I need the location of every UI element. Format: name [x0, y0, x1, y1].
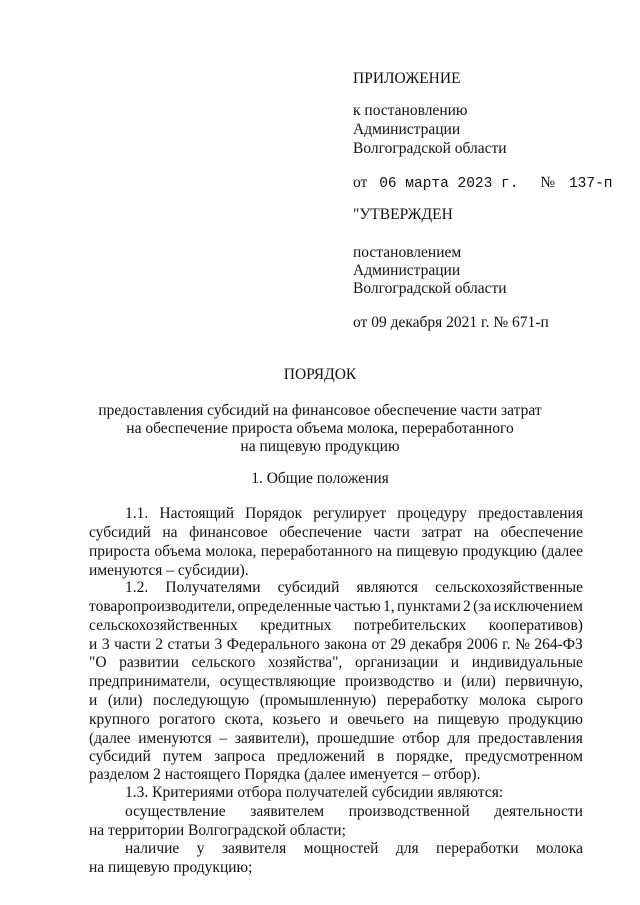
body-line: осуществление заявителем производственной деятельности — [125, 803, 583, 820]
body-line: товаропроизводители, определенные частью 1, пунктами 2 (за исключением — [89, 598, 583, 615]
body-line: "О развитии сельского хозяйства", организации и индивидуальные — [89, 654, 583, 671]
document-subtitle: на обеспечение прироста объема молока, переработанного — [126, 420, 514, 437]
number-value: 137-п — [568, 176, 613, 192]
body-line: 1.3. Критериями отбора получателей субсидии являются: — [125, 784, 504, 801]
body-line: прироста объема молока, переработанного на пищевую продукцию (далее — [89, 543, 583, 560]
approved-line: постановлением — [353, 244, 462, 261]
body-line: 1.1. Настоящий Порядок регулирует процедуру предоставления — [125, 505, 583, 522]
document-subtitle: предоставления субсидий на финансовое обеспечение части затрат — [98, 402, 542, 419]
attachment-line: к постановлению — [353, 102, 468, 119]
body-line: субсидий на финансовое обеспечение части затрат на обеспечение — [89, 524, 583, 541]
date-value: 06 марта 2023 г. — [379, 176, 519, 192]
number-sign: № — [540, 174, 556, 191]
document-title: ПОРЯДОК — [283, 366, 357, 383]
body-line: крупного рогатого скота, козьего и овечьего на пищевую продукцию — [89, 711, 583, 728]
body-line: наличие у заявителя мощностей для переработки молока — [125, 840, 583, 857]
approved-line: Администрации — [353, 262, 461, 279]
attachment-line: Администрации — [353, 121, 461, 138]
attachment-heading: ПРИЛОЖЕНИЕ — [353, 70, 461, 87]
body-line: именуются – субсидии). — [89, 562, 249, 579]
date-prefix: от — [353, 174, 368, 191]
attachment-line: Волгоградской области — [353, 140, 507, 157]
approved-line: Волгоградской области — [353, 280, 507, 297]
body-line: и (или) последующую (промышленную) переработку молока сырого — [89, 692, 583, 709]
approved-heading: "УТВЕРЖДЕН — [353, 206, 453, 223]
attachment-date-row — [353, 174, 613, 193]
body-line: субсидий путем запроса предложений в порядке, предусмотренном — [89, 748, 583, 765]
document-subtitle: на пищевую продукцию — [240, 438, 400, 455]
body-line: 1.2. Получателями субсидий являются сельскохозяйственные — [125, 579, 583, 596]
body-line: и 3 части 2 статьи 3 Федерального закона от 29 декабря 2006 г. № 264-ФЗ — [89, 636, 583, 653]
body-line: на территории Волгоградской области; — [89, 822, 346, 839]
body-line: сельскохозяйственных кредитных потребительских кооперативов) — [89, 617, 583, 634]
body-line: на пищевую продукцию; — [89, 859, 253, 876]
body-line: предприниматели, осуществляющие производство и (или) первичную, — [89, 673, 583, 690]
body-line: разделом 2 настоящего Порядка (далее именуется – отбор). — [89, 766, 481, 783]
approved-date: от 09 декабря 2021 г. № 671-п — [353, 314, 549, 331]
body-line: (далее именуются – заявители), прошедшие отбор для предоставления — [89, 730, 583, 747]
section-heading: 1. Общие положения — [251, 470, 389, 487]
